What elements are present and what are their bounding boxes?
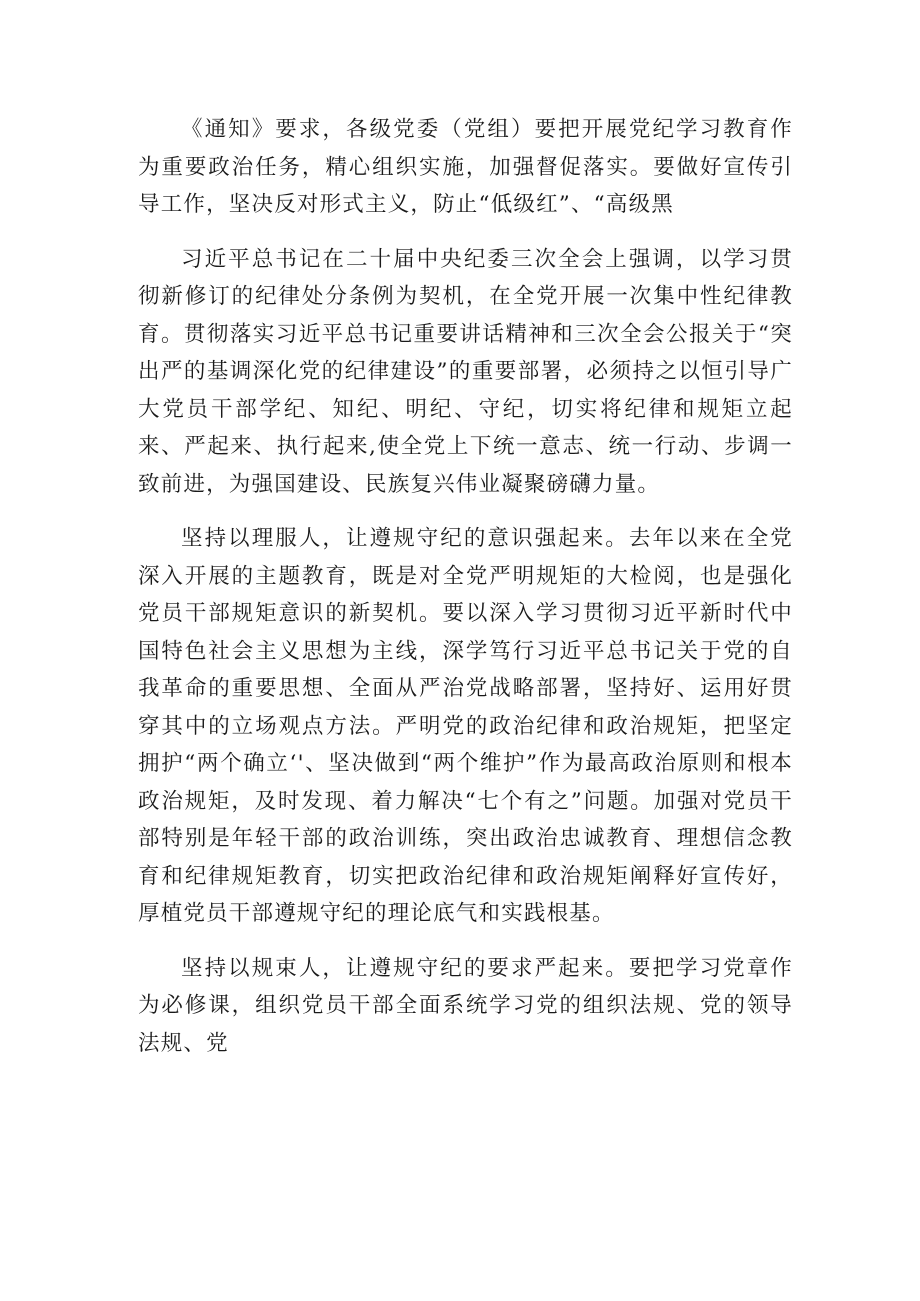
- paragraph-regulation-by-rules: 坚持以规束人，让遵规守纪的要求严起来。要把学习党章作为必修课，组织党员干部全面系统学习党的组织法规、党的领导法规、党: [138, 955, 793, 1056]
- paragraph-persuasion-by-reason: 坚持以理服人，让遵规守纪的意识强起来。去年以来在全党深入开展的主题教育，既是对全党严明规矩的大检阅，也是强化党员干部规矩意识的新契机。要以深入学习贯彻习近平新时代中国特色社会主义思想为主线，深学笃行习近平总书记关于党的自我革命的重要思想、全面从严治党战略部署，坚持好、运用好贯穿其中的立场观点方法。严明党的政治纪律和政治规矩，把坚定拥护“两个确立‘'、坚决做到“两个维护”作为最高政治原则和根本政治规矩，及时发现、着力解决“七个有之”问题。加强对党员干部特别是年轻干部的政治训练，突出政治忠诚教育、理想信念教育和纪律规矩教育，切实把政治纪律和政治规矩阐释好宣传好，厚植党员干部遵规守纪的理论底气和实践根基。: [138, 526, 793, 926]
- paragraph-discipline-education: 习近平总书记在二十届中央纪委三次全会上强调，以学习贯彻新修订的纪律处分条例为契机，在全党开展一次集中性纪律教育。贯彻落实习近平总书记重要讲话精神和三次全会公报关于“突出严的基调深化党的纪律建设”的重要部署，必须持之以恒引导广大党员干部学纪、知纪、明纪、守纪，切实将纪律和规矩立起来、严起来、执行起来,使全党上下统一意志、统一行动、步调一致前进，为强国建设、民族复兴伟业凝聚磅礴力量。: [138, 246, 793, 497]
- document-body: [138, 111, 793, 1062]
- paragraph-notice-requirements: 《通知》要求，各级党委（党组）要把开展党纪学习教育作为重要政治任务，精心组织实施，加强督促落实。要做好宣传引导工作，坚决反对形式主义，防止“低级红”、“高级黑: [138, 117, 793, 217]
